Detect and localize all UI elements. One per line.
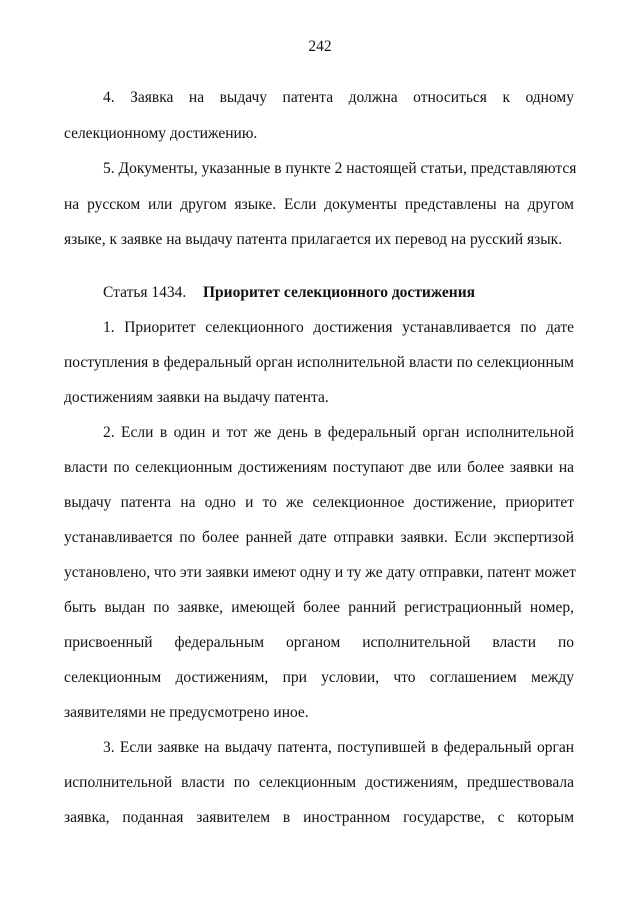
article-paragraph-2-line-8: селекционным достижениям, при условии, что соглашением между bbox=[64, 669, 574, 686]
article-paragraph-3-line-3: заявка, поданная заявителем в иностранном государстве, с которым bbox=[64, 809, 574, 826]
paragraph-5-line-1: 5. Документы, указанные в пункте 2 настоящей статьи, представляются bbox=[103, 160, 577, 177]
article-title: Приоритет селекционного достижения bbox=[203, 284, 476, 301]
paragraph-4-line-2: селекционному достижению. bbox=[64, 125, 258, 142]
article-paragraph-1-line-1: 1. Приоритет селекционного достижения устанавливается по дате bbox=[103, 319, 574, 336]
article-paragraph-1-line-3: достижениям заявки на выдачу патента. bbox=[64, 389, 329, 406]
article-paragraph-2-line-5: установлено, что эти заявки имеют одну и ту же дату отправки, патент может bbox=[64, 564, 576, 581]
article-paragraph-3-line-1: 3. Если заявке на выдачу патента, поступившей в федеральный орган bbox=[103, 739, 574, 756]
article-paragraph-2-line-7: присвоенный федеральным органом исполнительной власти по bbox=[64, 634, 574, 651]
article-paragraph-1-line-2: поступления в федеральный орган исполнительной власти по селекционным bbox=[64, 354, 574, 371]
article-label: Статья 1434. bbox=[103, 284, 187, 301]
article-paragraph-2-line-1: 2. Если в один и тот же день в федеральный орган исполнительной bbox=[103, 424, 574, 441]
article-paragraph-2-line-4: устанавливается по более ранней дате отправки заявки. Если экспертизой bbox=[64, 529, 574, 546]
paragraph-5-line-3: языке, к заявке на выдачу патента прилагается их перевод на русский язык. bbox=[64, 231, 563, 248]
paragraph-5-line-2: на русском или другом языке. Если документы представлены на другом bbox=[64, 196, 574, 213]
article-heading bbox=[103, 283, 475, 303]
article-paragraph-2-line-3: выдачу патента на одно и то же селекционное достижение, приоритет bbox=[64, 494, 574, 511]
article-paragraph-2-line-2: власти по селекционным достижениям поступают две или более заявки на bbox=[64, 459, 574, 476]
page-number: 242 bbox=[308, 38, 332, 55]
article-paragraph-3-line-2: исполнительной власти по селекционным достижениям, предшествовала bbox=[64, 774, 574, 791]
paragraph-4-line-1: 4. Заявка на выдачу патента должна относиться к одному bbox=[103, 89, 574, 106]
article-paragraph-2-line-9: заявителями не предусмотрено иное. bbox=[64, 704, 309, 721]
article-paragraph-2-line-6: быть выдан по заявке, имеющей более ранний регистрационный номер, bbox=[64, 599, 574, 616]
